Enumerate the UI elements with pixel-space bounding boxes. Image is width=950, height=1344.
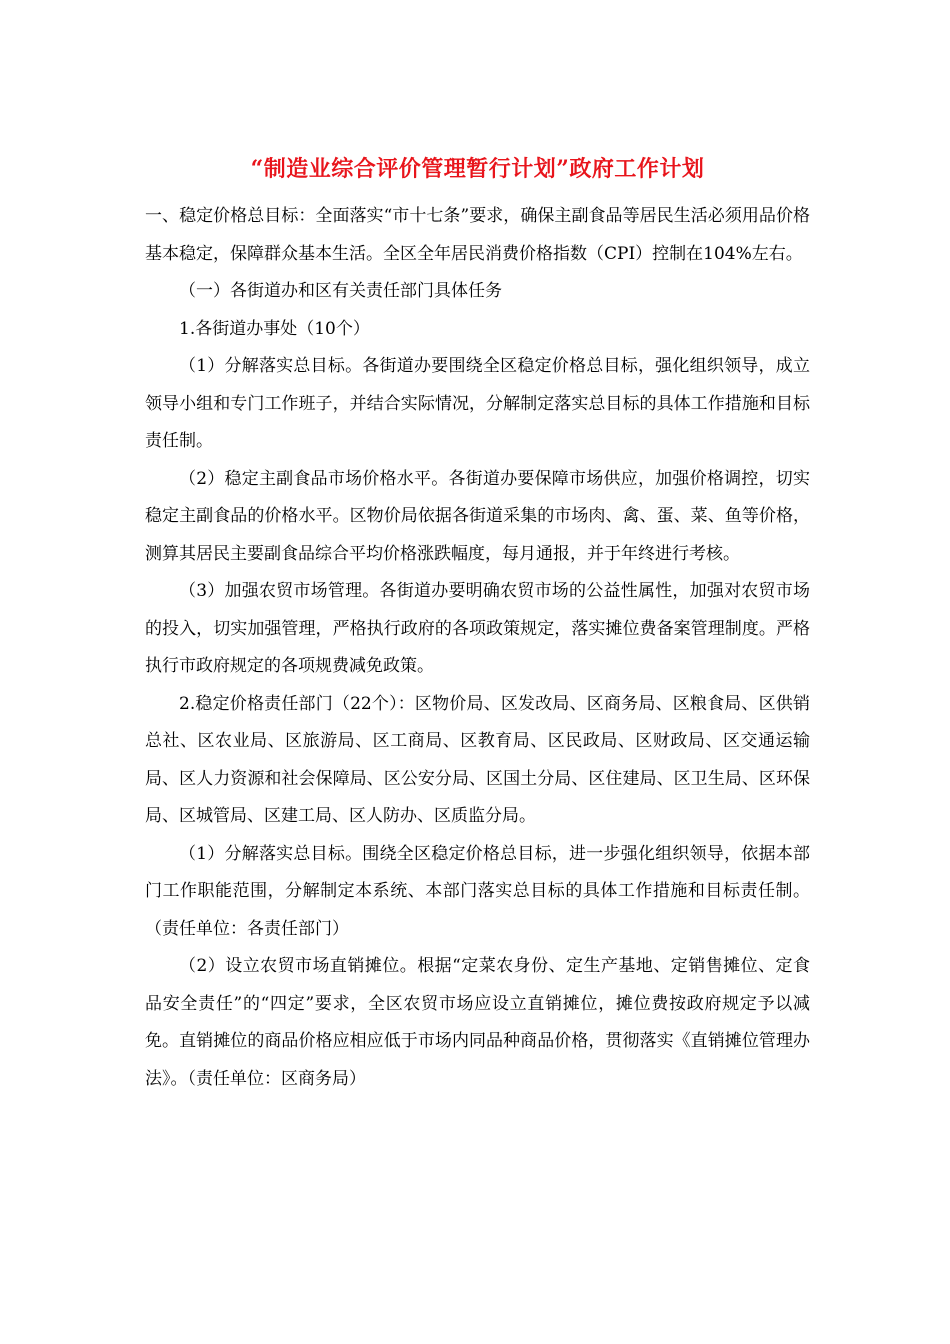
paragraph-department-item-1: （1）分解落实总目标。围绕全区稳定价格总目标，进一步强化组织领导，依据本部门工作职能范围，分解制定本系统、本部门落实总目标的具体工作措施和目标责任制。（责任单位：各责任部门） [145,843,810,939]
paragraph-subdistrict-offices: 1.各街道办事处（10个） [179,318,370,339]
paragraph-responsible-departments: 2.稳定价格责任部门（22个）：区物价局、区发改局、区商务局、区粮食局、区供销总社、区农业局、区旅游局、区工商局、区教育局、区民政局、区财政局、区交通运输局、区人力资源和社会保障局、区公安分局、区国土分局、区住建局、区卫生局、区环保局、区城管局、区建工局、区人防办、区质监分局。 [145,693,810,826]
paragraph-section-heading: （一）各街道办和区有关责任部门具体任务 [179,281,502,301]
paragraph-department-item-2: （2）设立农贸市场直销摊位。根据“定菜农身份、定生产基地、定销售摊位、定食品安全责任”的“四定”要求，全区农贸市场应设立直销摊位，摊位费按政府规定予以减免。直销摊位的商品价格应相应低于市场内同品种商品价格，贯彻落实《直销摊位管理办法》。（责任单位：区商务局） [145,956,810,1089]
document-title: “制造业综合评价管理暂行计划”政府工作计划 [250,156,705,182]
paragraph-subdistrict-item-2: （2）稳定主副食品市场价格水平。各街道办要保障市场供应，加强价格调控，切实稳定主副食品的价格水平。区物价局依据各街道采集的市场肉、禽、蛋、菜、鱼等价格，测算其居民主要副食品综合平均价格涨跌幅度，每月通报，并于年终进行考核。 [145,468,810,564]
paragraph-subdistrict-item-1: （1）分解落实总目标。各街道办要围绕全区稳定价格总目标，强化组织领导，成立领导小组和专门工作班子，并结合实际情况，分解制定落实总目标的具体工作措施和目标责任制。 [145,356,810,451]
paragraph-subdistrict-item-3: （3）加强农贸市场管理。各街道办要明确农贸市场的公益性属性，加强对农贸市场的投入，切实加强管理，严格执行政府的各项政策规定，落实摊位费备案管理制度。严格执行市政府规定的各项规费减免政策。 [145,581,810,676]
paragraph-price-goal: 一、稳定价格总目标：全面落实“市十七条”要求，确保主副食品等居民生活必须用品价格基本稳定，保障群众基本生活。全区全年居民消费价格指数（CPI）控制在104%左右。 [145,206,810,264]
document-body [145,148,810,1098]
